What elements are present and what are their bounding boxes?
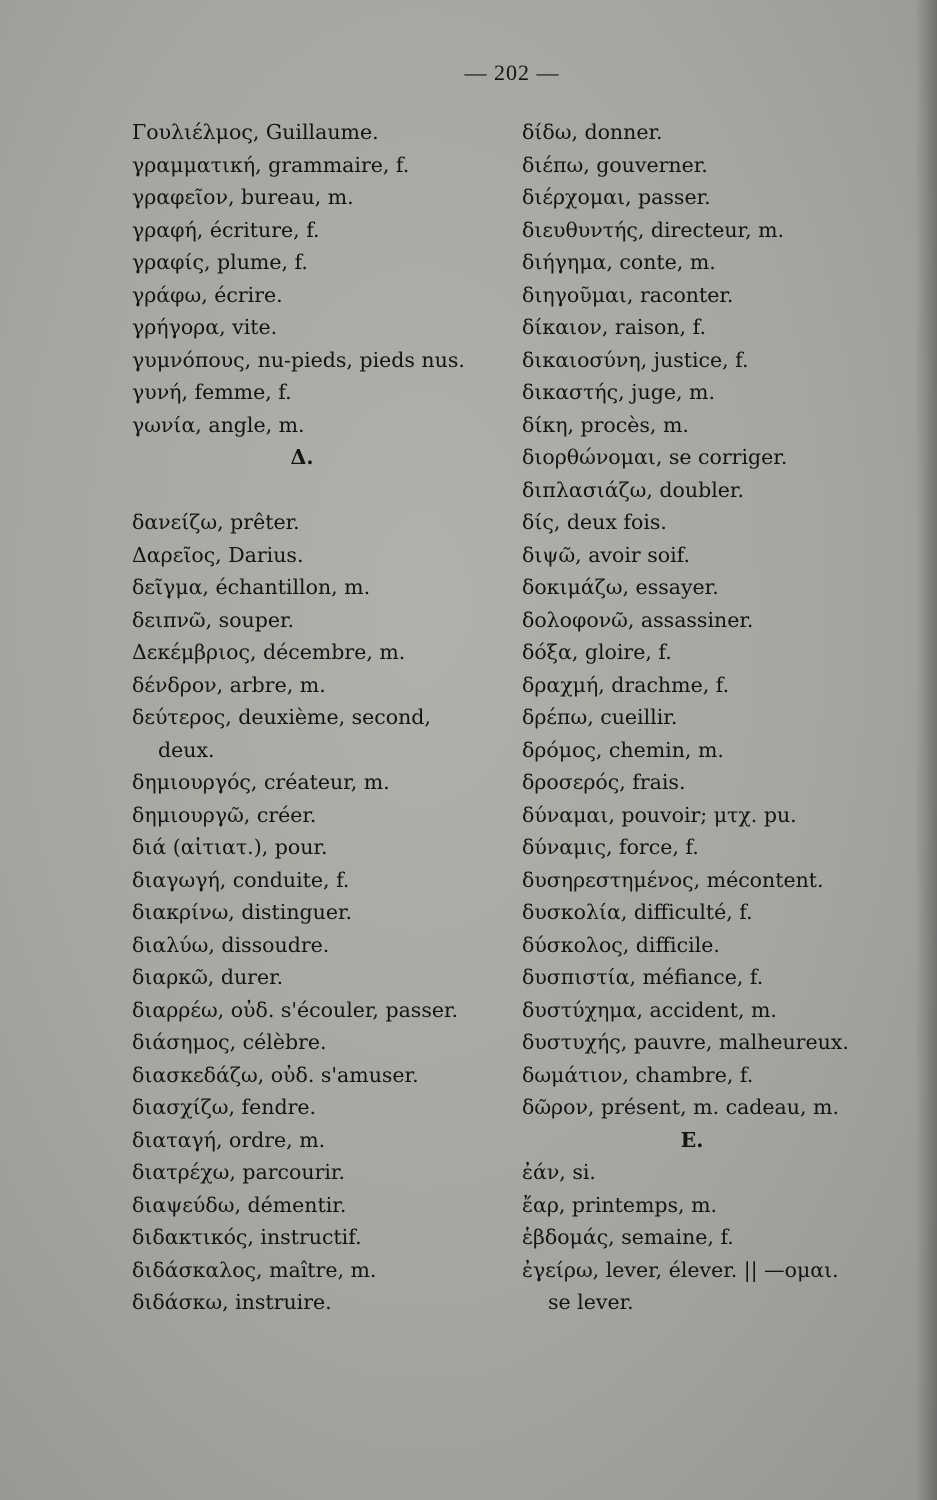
entry: γυμνόπους, nu-pieds, pieds nus. xyxy=(132,347,465,372)
section-heading-delta: Δ. xyxy=(290,445,314,469)
entry: δωμάτιον, chambre, f. xyxy=(522,1062,754,1087)
entry: διακρίνω, distinguer. xyxy=(132,900,353,924)
left-column xyxy=(132,116,512,1319)
entry: ἐγείρω, lever, élever. || —ομαι. xyxy=(522,1257,839,1282)
entry: δανείζω, prêter. xyxy=(132,510,300,534)
entry: διδάσκω, instruire. xyxy=(132,1290,332,1314)
entry: δυσκολία, difficulté, f. xyxy=(522,900,753,924)
entry: Δαρεῖος, Darius. xyxy=(132,542,304,567)
entry: διδάσκαλος, maître, m. xyxy=(132,1257,377,1282)
entry: διήγημα, conte, m. xyxy=(522,250,716,274)
entry: διαγωγή, conduite, f. xyxy=(132,867,350,892)
entry: ἑβδομάς, semaine, f. xyxy=(522,1225,734,1249)
entry: δῶρον, présent, m. cadeau, m. xyxy=(522,1095,839,1119)
entry: δροσερός, frais. xyxy=(522,770,686,794)
entry: δεῖγμα, échantillon, m. xyxy=(132,575,371,599)
entry: δύναμις, force, f. xyxy=(522,835,699,859)
entry: γραφή, écriture, f. xyxy=(132,217,320,242)
entry: δένδρον, arbre, m. xyxy=(132,672,326,697)
entry: γωνία, angle, m. xyxy=(132,412,305,437)
entry: διαταγή, ordre, m. xyxy=(132,1127,326,1152)
entry: διευθυντής, directeur, m. xyxy=(522,217,785,242)
entry: διαψεύδω, démentir. xyxy=(132,1192,347,1217)
entry: διασκεδάζω, οὐδ. s'amuser. xyxy=(132,1062,419,1087)
entry: δίκαιον, raison, f. xyxy=(522,315,706,339)
spacer xyxy=(132,474,512,507)
page-number: — 202 — xyxy=(464,60,560,85)
entry: διαλύω, dissoudre. xyxy=(132,932,330,957)
entry: γρήγορα, vite. xyxy=(132,315,278,339)
section-heading-epsilon: Ε. xyxy=(680,1127,704,1152)
entry: δυσπιστία, méfiance, f. xyxy=(522,965,764,989)
entry: διαρκῶ, durer. xyxy=(132,965,284,989)
entry: δυστυχής, pauvre, malheureux. xyxy=(522,1030,849,1054)
entry: δημιουργῶ, créer. xyxy=(132,802,317,827)
entry: διασχίζω, fendre. xyxy=(132,1095,317,1119)
entry: διπλασιάζω, doubler. xyxy=(522,477,744,502)
entry: δυσηρεστημένος, mécontent. xyxy=(522,867,824,892)
entry-continuation: se lever. xyxy=(548,1290,634,1314)
entry: δοκιμάζω, essayer. xyxy=(522,575,719,599)
entry: διά (αἰτιατ.), pour. xyxy=(132,835,328,859)
entry: δημιουργός, créateur, m. xyxy=(132,770,390,794)
right-column xyxy=(522,116,917,1319)
entry: διορθώνομαι, se corriger. xyxy=(522,445,788,469)
entry: δυστύχημα, accident, m. xyxy=(522,997,777,1022)
entry: δίδω, donner. xyxy=(522,120,663,144)
entry: γραφεῖον, bureau, m. xyxy=(132,185,354,209)
entry: διψῶ, avoir soif. xyxy=(522,542,691,567)
entry: διάσημος, célèbre. xyxy=(132,1030,327,1054)
entry: Γουλιέλμος, Guillaume. xyxy=(132,120,379,144)
entry: δύναμαι, pouvoir; μτχ. pu. xyxy=(522,802,797,827)
entry: δικαιοσύνη, justice, f. xyxy=(522,347,749,372)
entry: διαρρέω, οὐδ. s'écouler, passer. xyxy=(132,997,459,1022)
entry: διέρχομαι, passer. xyxy=(522,185,711,209)
entry: δειπνῶ, souper. xyxy=(132,607,295,632)
entry: διέπω, gouverner. xyxy=(522,152,708,177)
entry: δεύτερος, deuxième, second, xyxy=(132,705,431,729)
entry: ἐάν, si. xyxy=(522,1160,596,1184)
entry: δόξα, gloire, f. xyxy=(522,640,672,664)
entry: δρόμος, chemin, m. xyxy=(522,737,724,762)
entry: δύσκολος, difficile. xyxy=(522,932,720,957)
entry: Δεκέμβριος, décembre, m. xyxy=(132,640,406,664)
entry: δολοφονῶ, assassiner. xyxy=(522,607,754,632)
entry-continuation: deux. xyxy=(158,737,215,762)
entry: διδακτικός, instructif. xyxy=(132,1225,362,1249)
entry: γραφίς, plume, f. xyxy=(132,250,308,274)
entry: γυνή, femme, f. xyxy=(132,380,292,404)
entry: δρέπω, cueillir. xyxy=(522,705,678,729)
entry: δίς, deux fois. xyxy=(522,510,667,534)
entry: διατρέχω, parcourir. xyxy=(132,1160,345,1184)
entry: διηγοῦμαι, raconter. xyxy=(522,282,734,307)
entry: δίκη, procès, m. xyxy=(522,412,689,437)
entry: γραμματική, grammaire, f. xyxy=(132,152,410,177)
page-edge-shadow xyxy=(915,0,937,1500)
entry: δραχμή, drachme, f. xyxy=(522,672,730,697)
entry: γράφω, écrire. xyxy=(132,282,283,307)
entry: ἔαρ, printemps, m. xyxy=(522,1192,718,1217)
entry: δικαστής, juge, m. xyxy=(522,380,715,404)
